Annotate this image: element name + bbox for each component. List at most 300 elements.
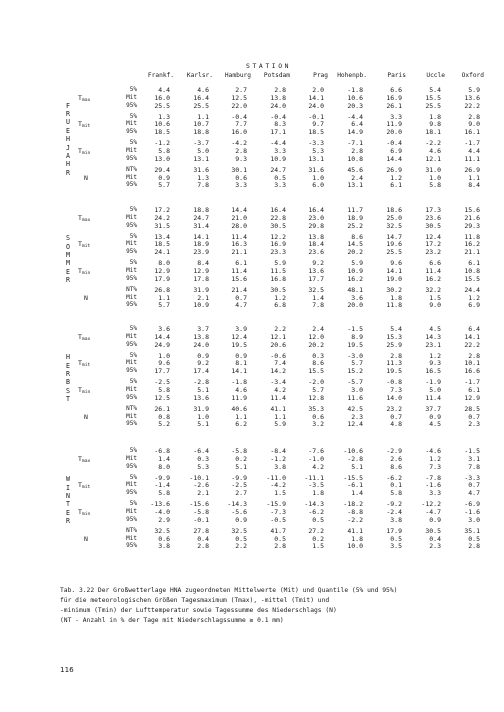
table-cell: 14.1 [193, 232, 209, 241]
table-cell: 5.4 [429, 86, 441, 94]
table-cell: 15.5 [425, 93, 441, 102]
variable-label [78, 333, 114, 342]
table-cell: 14.4 [231, 206, 247, 214]
table-cell: 41.1 [347, 526, 363, 535]
table-cell: -1.9 [425, 378, 441, 387]
table-cell: 24.0 [308, 101, 324, 110]
table-cell: 16.9 [386, 93, 402, 102]
table-cell: 2.8 [235, 147, 247, 155]
table-cell: 11.8 [386, 301, 402, 310]
table-cell: 5.9 [274, 259, 286, 268]
statistic-label: 95% [126, 420, 137, 428]
table-cell: -9.9 [231, 473, 247, 482]
table-cell: -6.1 [347, 481, 363, 490]
table-cell: 17.8 [193, 274, 209, 283]
statistic-label: 5% [129, 232, 137, 240]
table-cell: 14.0 [386, 393, 402, 402]
variable-symbol: T [78, 454, 82, 463]
table-cell: 14.2 [270, 367, 286, 376]
table-cell: 19.0 [386, 274, 402, 283]
table-cell: -15.6 [189, 500, 209, 509]
statistic-label: 5% [129, 86, 137, 93]
table-cell: 6.6 [390, 86, 402, 94]
variable-symbol: T [78, 267, 82, 275]
statistic-label: 95% [126, 221, 137, 229]
table-cell: 2.0 [312, 86, 324, 94]
table-cell: 29.8 [308, 221, 324, 230]
season-letter: H [66, 353, 70, 362]
table-cell: 7.8 [197, 181, 209, 190]
table-cell: -3.0 [347, 351, 363, 360]
table-cell: 1.4 [312, 293, 324, 302]
table-cell: 15.6 [464, 206, 480, 214]
table-cell: 12.4 [425, 232, 441, 241]
table-cell: -5.8 [193, 508, 209, 516]
table-cell: 9.2 [312, 259, 324, 268]
table-cell: 18.5 [308, 128, 324, 137]
table-cell: 35.1 [464, 526, 480, 535]
table-cell: 2.6 [390, 454, 402, 463]
table-cell: 16.1 [464, 128, 480, 137]
table-cell: -5.6 [231, 508, 247, 516]
station-header: Prag [313, 72, 328, 79]
table-cell: 4.6 [429, 147, 441, 155]
table-cell: 9.0 [468, 120, 480, 129]
table-cell: 16.3 [231, 240, 247, 249]
table-cell: 16.5 [425, 367, 441, 376]
table-cell: 11.4 [231, 267, 247, 275]
table-cell: 24.0 [193, 340, 209, 349]
table-cell: 2.8 [468, 542, 480, 551]
table-cell: 25.2 [347, 221, 363, 230]
table-cell: 28.5 [464, 404, 480, 413]
table-cell: 1.5 [312, 542, 324, 551]
table-cell: 48.1 [347, 285, 363, 294]
table-cell: 15.6 [231, 274, 247, 283]
season-letter: S [66, 234, 70, 243]
table-cell: -7.3 [270, 508, 286, 516]
variable-symbol: T [78, 508, 82, 516]
statistic-label: 95% [126, 367, 137, 375]
table-cell: 25.5 [425, 101, 441, 110]
variable-subscript: mit [81, 485, 91, 491]
variable-symbol: N [84, 412, 88, 421]
table-cell: 5.0 [429, 386, 441, 394]
table-cell: 2.8 [468, 351, 480, 360]
season-letter: M [66, 259, 70, 268]
table-cell: 0.9 [235, 515, 247, 524]
table-cell: 22.8 [270, 213, 286, 222]
table-cell: 23.3 [270, 248, 286, 257]
table-cell: 17.4 [193, 367, 209, 376]
table-cell: 0.6 [312, 412, 324, 421]
table-cell: -4.7 [425, 508, 441, 516]
statistic-label: Mit [126, 267, 137, 274]
variable-subscript: max [81, 458, 91, 464]
table-cell: 12.8 [308, 393, 324, 402]
table-cell: 8.4 [468, 181, 480, 190]
table-cell: -4.2 [270, 481, 286, 490]
table-cell: 9.3 [235, 154, 247, 163]
table-cell: 30.2 [386, 285, 402, 294]
table-cell: 31.4 [193, 221, 209, 230]
table-cell: 26.1 [386, 101, 402, 110]
table-cell: 11.8 [464, 232, 480, 241]
table-cell: -14.3 [227, 500, 247, 509]
statistic-label: 95% [126, 462, 137, 470]
table-cell: 1.8 [351, 534, 363, 543]
statistic-label: 5% [129, 351, 137, 359]
variable-subscript: min [81, 512, 91, 517]
table-cell: 14.5 [347, 240, 363, 249]
table-cell: 25.0 [386, 213, 402, 222]
table-cell: 0.9 [197, 351, 209, 360]
table-cell: -6.2 [386, 473, 402, 482]
table-cell: 32.5 [386, 221, 402, 230]
season-letter: F [66, 101, 70, 110]
table-cell: 13.8 [308, 232, 324, 241]
table-cell: 5.7 [158, 301, 170, 310]
table-cell: 31.0 [425, 165, 441, 174]
table-cell: 10.9 [193, 301, 209, 310]
season-letter: R [66, 276, 70, 285]
table-cell: 14.7 [386, 232, 402, 241]
table-cell: 32.2 [425, 285, 441, 294]
table-cell: 12.0 [308, 332, 324, 341]
table-cell: 3.7 [197, 325, 209, 333]
table-cell: 35.3 [308, 404, 324, 413]
statistic-label: Mit [126, 332, 137, 340]
table-cell: 0.5 [274, 173, 286, 182]
table-cell: 31.6 [193, 165, 209, 174]
table-cell: 4.4 [468, 147, 480, 155]
table-cell: -1.5 [464, 447, 480, 455]
variable-label [78, 455, 114, 464]
table-cell: -1.5 [347, 325, 363, 333]
table-cell: 23.6 [425, 213, 441, 222]
table-cell: 24.1 [154, 248, 170, 257]
table-cell: -18.2 [343, 500, 363, 509]
table-cell: 0.3 [312, 351, 324, 360]
table-cell: -4.4 [270, 139, 286, 148]
table-cell: -1.7 [464, 139, 480, 148]
statistic-label: 5% [129, 112, 137, 120]
table-cell: 14.4 [386, 154, 402, 163]
table-cell: 3.5 [390, 542, 402, 551]
table-cell: 16.4 [308, 206, 324, 214]
table-cell: -7.1 [347, 139, 363, 148]
variable-label [78, 386, 114, 395]
table-cell: 2.3 [429, 542, 441, 551]
table-cell: 12.2 [270, 232, 286, 241]
table-cell: 29.3 [464, 221, 480, 230]
table-cell: 0.7 [235, 293, 247, 302]
table-cell: 24.9 [154, 340, 170, 349]
table-cell: 5.8 [158, 386, 170, 394]
variable-subscript: max [81, 217, 91, 223]
table-cell: -2.2 [425, 139, 441, 148]
season-letter: R [66, 517, 70, 526]
table-cell: 2.8 [351, 147, 363, 155]
season-letter: U [66, 118, 70, 127]
table-cell: 16.0 [231, 128, 247, 137]
table-cell: -9.2 [386, 500, 402, 509]
statistic-label: 5% [129, 259, 137, 267]
table-cell: 32.5 [308, 285, 324, 294]
season-letter: R [66, 168, 70, 177]
table-cell: -14.3 [304, 500, 324, 509]
table-cell: 0.7 [468, 412, 480, 421]
table-cell: 24.7 [270, 165, 286, 174]
table-cell: 1.1 [274, 412, 286, 421]
table-cell: 3.3 [429, 489, 441, 498]
table-cell: 19.5 [386, 367, 402, 376]
variable-label [78, 267, 114, 276]
table-cell: 16.9 [270, 240, 286, 249]
table-cell: 10.8 [347, 154, 363, 163]
table-cell: -5.8 [231, 447, 247, 455]
table-cell: -1.8 [347, 86, 363, 94]
table-cell: 16.8 [270, 274, 286, 283]
variable-label [78, 147, 114, 156]
table-cell: 31.5 [154, 221, 170, 230]
table-cell: 7.3 [390, 386, 402, 394]
variable-label [78, 508, 114, 517]
station-header: Hohenpb. [337, 72, 367, 79]
table-cell: -0.4 [270, 112, 286, 121]
statistic-label: 5% [129, 378, 137, 386]
table-cell: 3.3 [274, 147, 286, 155]
season-letter: R [66, 369, 70, 378]
table-cell: 11.9 [231, 393, 247, 402]
table-cell: 5.9 [468, 86, 480, 94]
table-cell: 1.4 [351, 489, 363, 498]
table-cell: 27.2 [308, 526, 324, 535]
table-cell: 1.3 [158, 112, 170, 121]
table-cell: 14.1 [308, 93, 324, 102]
table-cell: 30.5 [270, 285, 286, 294]
table-cell: -2.8 [193, 378, 209, 387]
table-cell: 18.4 [308, 240, 324, 249]
table-cell: 8.4 [197, 259, 209, 268]
variable-subscript: min [81, 271, 91, 276]
table-cell: 1.2 [429, 454, 441, 463]
table-cell: 2.2 [235, 542, 247, 551]
table-cell: 8.0 [158, 462, 170, 471]
variable-subscript: max [81, 97, 91, 103]
table-cell: 5.1 [197, 420, 209, 429]
table-cell: 18.5 [154, 240, 170, 249]
table-cell: 3.8 [274, 462, 286, 471]
table-cell: 0.5 [312, 515, 324, 524]
table-cell: 25.5 [154, 101, 170, 110]
variable-label [78, 94, 114, 103]
statistic-label: Mit [126, 293, 137, 301]
table-cell: -2.6 [193, 481, 209, 490]
table-cell: 17.2 [425, 240, 441, 249]
table-cell: 4.7 [235, 301, 247, 310]
table-cell: 0.4 [197, 534, 209, 543]
table-cell: -4.4 [347, 112, 363, 121]
table-cell: 20.3 [347, 101, 363, 110]
table-cell: 13.1 [347, 181, 363, 190]
table-cell: 4.2 [274, 386, 286, 394]
table-cell: 0.6 [235, 173, 247, 182]
variable-symbol: T [78, 359, 82, 368]
table-cell: 5.4 [390, 325, 402, 333]
season-letter: H [66, 160, 70, 169]
variable-label [78, 359, 114, 368]
table-cell: 0.5 [390, 534, 402, 543]
table-cell: 12.5 [231, 93, 247, 102]
table-cell: 23.9 [193, 248, 209, 257]
table-cell: 10.1 [464, 359, 480, 368]
table-cell: -8.8 [347, 508, 363, 516]
variable-symbol: N [84, 534, 88, 543]
table-cell: 4.6 [235, 386, 247, 394]
table-cell: 22.2 [464, 340, 480, 349]
table-cell: 41.7 [270, 526, 286, 535]
table-cell: -9.9 [154, 473, 170, 482]
statistic-label: 5% [129, 500, 137, 508]
table-cell: 14.1 [464, 332, 480, 341]
table-cell: 6.9 [390, 147, 402, 155]
table-cell: 17.1 [270, 128, 286, 137]
table-cell: 23.6 [308, 248, 324, 257]
statistic-label: Mit [126, 359, 137, 367]
table-cell: 26.1 [154, 404, 170, 413]
station-header: Karlsr. [186, 72, 213, 79]
table-cell: 17.9 [154, 274, 170, 283]
table-cell: 2.8 [197, 542, 209, 551]
table-cell: 3.1 [468, 454, 480, 463]
table-cell: 12.9 [193, 267, 209, 275]
table-cell: 30.5 [270, 221, 286, 230]
table-cell: 3.6 [158, 325, 170, 333]
table-cell: 6.4 [468, 325, 480, 333]
table-cell: 1.4 [158, 454, 170, 463]
table-cell: 2.7 [235, 489, 247, 498]
table-cell: 2.8 [274, 542, 286, 551]
table-cell: 9.6 [158, 359, 170, 368]
table-cell: 1.1 [197, 112, 209, 121]
table-cell: 3.9 [235, 325, 247, 333]
table-cell: 16.0 [154, 93, 170, 102]
table-cell: 10.7 [193, 120, 209, 129]
table-cell: 5.9 [351, 259, 363, 268]
table-cell: 21.0 [231, 213, 247, 222]
table-cell: 8.1 [235, 359, 247, 368]
statistic-label: Mit [126, 454, 137, 462]
season-letter: B [66, 378, 70, 387]
table-cell: 1.2 [390, 173, 402, 182]
table-cell: -10.6 [343, 447, 363, 455]
table-cell: 13.6 [308, 267, 324, 275]
table-cell: 5.7 [351, 359, 363, 368]
variable-subscript: max [81, 336, 91, 342]
table-cell: 5.8 [429, 181, 441, 190]
table-cell: 5.3 [312, 147, 324, 155]
table-cell: 11.4 [231, 232, 247, 241]
table-cell: 2.4 [351, 173, 363, 182]
caption-line: Tab. 3.22 Der Großwetterlage HNA zugeordneten Mittelwerte (Mit) und Quantile (5% und 95%) [60, 587, 398, 594]
table-cell: 13.8 [270, 93, 286, 102]
statistic-label: 95% [126, 181, 137, 189]
table-cell: 23.0 [308, 213, 324, 222]
table-cell: 24.7 [193, 213, 209, 222]
table-cell: 19.5 [347, 340, 363, 349]
table-cell: 37.7 [425, 404, 441, 413]
table-cell: 16.2 [464, 240, 480, 249]
table-cell: -7.6 [308, 447, 324, 455]
table-cell: 6.1 [468, 259, 480, 268]
table-cell: 3.0 [468, 515, 480, 524]
table-cell: 17.9 [386, 526, 402, 535]
table-cell: 4.7 [468, 489, 480, 498]
table-cell: 9.3 [429, 359, 441, 368]
table-cell: 3.3 [235, 181, 247, 190]
table-cell: 16.4 [270, 206, 286, 214]
table-cell: -1.8 [231, 378, 247, 387]
table-cell: 13.6 [193, 393, 209, 402]
table-cell: 12.1 [270, 332, 286, 341]
table-cell: -0.1 [308, 112, 324, 121]
table-cell: 0.9 [429, 412, 441, 421]
table-cell: 4.5 [429, 325, 441, 333]
table-cell: -15.9 [266, 500, 286, 509]
table-cell: 23.1 [425, 340, 441, 349]
table-cell: 2.3 [351, 412, 363, 421]
table-cell: -3.3 [308, 139, 324, 148]
statistic-label: 95% [126, 542, 137, 550]
table-cell: 3.3 [390, 112, 402, 121]
table-cell: 5.9 [274, 420, 286, 429]
statistic-label: 95% [126, 301, 137, 309]
station-header: Oxford [461, 72, 484, 79]
table-cell: 1.2 [468, 293, 480, 302]
statistic-label: Mit [126, 173, 137, 181]
season-letter: E [66, 508, 70, 517]
statistic-label: Mit [126, 386, 137, 393]
table-cell: 2.4 [312, 325, 324, 333]
statistic-label: 95% [126, 340, 137, 348]
table-cell: 6.0 [312, 181, 324, 190]
table-cell: 0.3 [197, 454, 209, 463]
variable-subscript: mit [81, 124, 91, 130]
statistic-label: 95% [126, 515, 137, 523]
statistic-label: 95% [126, 393, 137, 401]
table-cell: 30.5 [425, 526, 441, 535]
statistic-label: 5% [129, 473, 137, 481]
table-cell: -4.2 [231, 139, 247, 148]
table-cell: 11.4 [425, 267, 441, 275]
season-letter: T [66, 500, 70, 509]
table-cell: 25.5 [386, 248, 402, 257]
table-cell: 16.2 [347, 274, 363, 283]
table-cell: 6.8 [274, 301, 286, 310]
table-cell: 1.5 [429, 293, 441, 302]
table-cell: 41.1 [270, 404, 286, 413]
table-cell: 18.1 [425, 128, 441, 137]
table-cell: 0.7 [468, 481, 480, 490]
variable-symbol: T [78, 120, 82, 129]
table-cell: -1.6 [464, 508, 480, 516]
statistic-label: NT% [126, 526, 137, 534]
table-cell: 18.8 [193, 128, 209, 137]
statistic-label: NT% [126, 165, 137, 173]
table-cell: 13.8 [193, 332, 209, 341]
table-cell: -6.4 [193, 447, 209, 455]
